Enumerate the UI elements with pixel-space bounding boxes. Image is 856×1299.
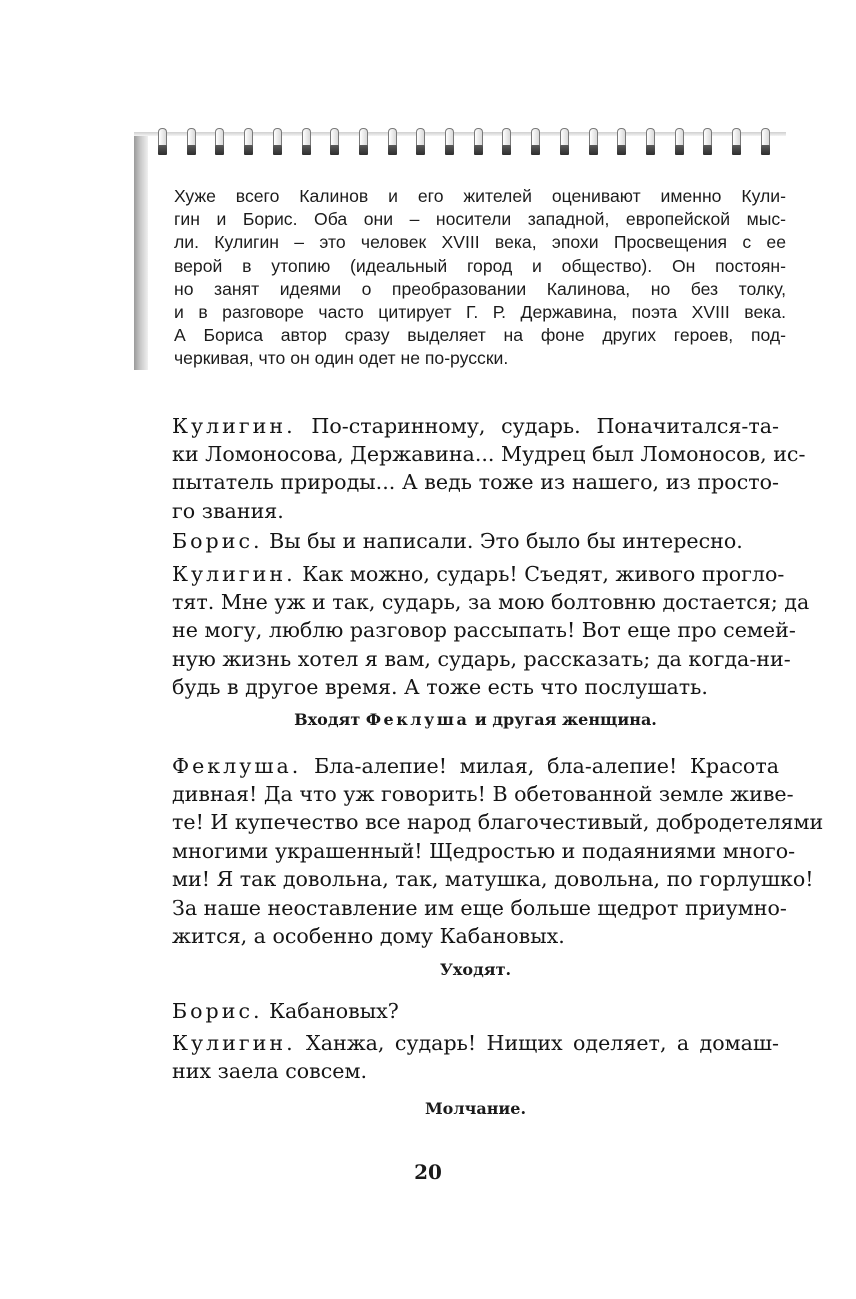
ring-loop (359, 128, 368, 146)
dialogue-text: Вы бы и написали. Это было бы интересно. (269, 529, 743, 553)
dialogue-kuligin-1-cont (172, 440, 806, 525)
commentary-text (174, 185, 786, 371)
dialogue-line: многими украшенный! Щедростью и подаяниями много- (172, 838, 796, 863)
dialogue-line: не могу, люблю разговор рассыпать! Вот еще про семей- (172, 618, 796, 643)
speaker-name: Феклуша. (172, 754, 302, 778)
speaker-name: Борис. (172, 529, 263, 553)
dialogue-line: те! И купечество все народ благочестивый, добродетелями (172, 810, 824, 835)
commentary-line: А Бориса автор сразу выделяет на фоне других героев, под- (174, 325, 786, 346)
spiral-ring (416, 128, 425, 156)
dialogue-line (172, 412, 779, 440)
ring-hole (388, 145, 397, 155)
spiral-ring (646, 128, 655, 156)
dialogue-line: них заела совсем. (172, 1059, 368, 1083)
ring-loop (531, 128, 540, 146)
stage-direction-silence: Молчание. (424, 1099, 527, 1118)
commentary-note (128, 118, 788, 370)
ring-hole (646, 145, 655, 155)
ring-loop (732, 128, 741, 146)
ring-hole (273, 145, 282, 155)
spiral-ring (302, 128, 311, 156)
ring-hole (187, 145, 196, 155)
dialogue-line (172, 527, 779, 555)
dialogue-kuligin-2-cont (172, 588, 810, 702)
spiral-ring (617, 128, 626, 156)
dialogue-text: Ханжа, сударь! Нищих оделяет, а домаш- (306, 1031, 779, 1055)
spiral-ring (359, 128, 368, 156)
spiral-ring (474, 128, 483, 156)
ring-loop (388, 128, 397, 146)
ring-loop (215, 128, 224, 146)
spiral-ring (560, 128, 569, 156)
speaker-name: Борис. (172, 999, 263, 1023)
dialogue-kuligin-1 (172, 412, 779, 440)
dialogue-line: дивная! Да что уж говорить! В обетованной земле живе- (172, 782, 794, 806)
ring-loop (761, 128, 770, 146)
ring-loop (158, 128, 167, 146)
dialogue-feklusha (172, 752, 779, 780)
ring-hole (158, 145, 167, 155)
ring-loop (675, 128, 684, 146)
ring-hole (617, 145, 626, 155)
dialogue-text: По-старинному, сударь. Поначитался-та- (311, 414, 780, 438)
ring-hole (330, 145, 339, 155)
commentary-line: ли. Кулигин – это человек XVIII века, эпохи Просвещения с ее (174, 232, 786, 253)
dialogue-line (172, 752, 779, 780)
ring-loop (416, 128, 425, 146)
ring-loop (646, 128, 655, 146)
spiral-ring (703, 128, 712, 156)
spiral-ring (589, 128, 598, 156)
spiral-ring (388, 128, 397, 156)
dialogue-text: Бла-алепие! милая, бла-алепие! Красота (314, 754, 779, 778)
commentary-line: верой в утопию (идеальный город и общество). Он постоян- (174, 255, 786, 276)
dialogue-line (172, 1029, 779, 1057)
dialogue-line: будь в другое время. А тоже есть что послушать. (172, 675, 708, 700)
ring-hole (359, 145, 368, 155)
dialogue-feklusha-cont (172, 780, 824, 950)
spiral-ring (158, 128, 167, 156)
spiral-ring (215, 128, 224, 156)
ring-hole (215, 145, 224, 155)
ring-loop (302, 128, 311, 146)
ring-loop (445, 128, 454, 146)
spiral-ring (531, 128, 540, 156)
dialogue-line: го звания. (172, 498, 284, 523)
spiral-ring (732, 128, 741, 156)
ring-hole (675, 145, 684, 155)
spiral-ring (502, 128, 511, 156)
spiral-ring (187, 128, 196, 156)
ring-hole (732, 145, 741, 155)
speaker-name: Кулигин. (172, 562, 296, 586)
ring-hole (703, 145, 712, 155)
dialogue-text: Как можно, сударь! Съедят, живого прогло- (302, 562, 785, 586)
stage-direction-enter (172, 710, 779, 729)
commentary-line: черкивая, что он один одет не по-русски. (174, 348, 509, 369)
speaker-name: Кулигин. (172, 1031, 296, 1055)
dialogue-line (172, 997, 779, 1025)
ring-hole (761, 145, 770, 155)
dialogue-line (172, 560, 785, 588)
spiral-ring (273, 128, 282, 156)
dialogue-kuligin-3 (172, 1029, 779, 1057)
ring-hole (244, 145, 253, 155)
ring-loop (273, 128, 282, 146)
spiral-ring (761, 128, 770, 156)
stage-text: Входят (294, 710, 361, 729)
dialogue-line: За наше неоставление им еще больше щедрот приумно- (172, 895, 787, 920)
ring-loop (187, 128, 196, 146)
spiral-binding (158, 118, 788, 164)
commentary-line: но занят идеями о преобразовании Калинова, но без толку, (174, 278, 786, 299)
dialogue-line: ную жизнь хотел я вам, сударь, рассказать; да когда-ни- (172, 646, 791, 671)
ring-loop (474, 128, 483, 146)
dialogue-text: Кабановых? (269, 999, 399, 1023)
ring-hole (416, 145, 425, 155)
ring-loop (330, 128, 339, 146)
dialogue-kuligin-2 (172, 560, 785, 588)
ring-hole (589, 145, 598, 155)
dialogue-line: ки Ломоносова, Державина... Мудрец был Ломоносов, ис- (172, 442, 806, 466)
speaker-name: Кулигин. (172, 414, 296, 438)
commentary-line: Хуже всего Калинов и его жителей оценивают именно Кули- (174, 186, 786, 206)
commentary-line: и в разговоре часто цитирует Г. Р. Державина, поэта XVIII века. (174, 302, 786, 323)
dialogue-line: ми! Я так довольна, так, матушка, довольна, по горлушко! (172, 867, 814, 892)
ring-loop (703, 128, 712, 146)
ring-hole (502, 145, 511, 155)
dialogue-line: тят. Мне уж и так, сударь, за мою болтовню достается; да (172, 590, 810, 614)
ring-loop (502, 128, 511, 146)
ring-loop (560, 128, 569, 146)
ring-hole (474, 145, 483, 155)
dialogue-line: пытатель природы... А ведь тоже из нашего, из просто- (172, 470, 779, 495)
spiral-ring (330, 128, 339, 156)
commentary-line: гин и Борис. Оба они – носители западной, европейской мыс- (174, 209, 786, 230)
dialogue-line: жится, а особенно дому Кабановых. (172, 924, 565, 949)
ring-hole (445, 145, 454, 155)
stage-direction-exit: Уходят. (439, 960, 512, 979)
dialogue-kuligin-3-cont (172, 1057, 779, 1085)
ring-hole (531, 145, 540, 155)
ring-hole (560, 145, 569, 155)
spiral-ring (244, 128, 253, 156)
ring-loop (617, 128, 626, 146)
stage-text: и другая женщина. (474, 710, 657, 729)
dialogue-boris-2 (172, 997, 779, 1025)
ring-loop (589, 128, 598, 146)
stage-speaker: Феклуша (365, 710, 470, 729)
note-side-shadow (134, 134, 148, 370)
ring-loop (244, 128, 253, 146)
spiral-ring (445, 128, 454, 156)
dialogue-boris-1 (172, 527, 779, 555)
page-number: 20 (414, 1160, 442, 1184)
ring-hole (302, 145, 311, 155)
spiral-ring (675, 128, 684, 156)
